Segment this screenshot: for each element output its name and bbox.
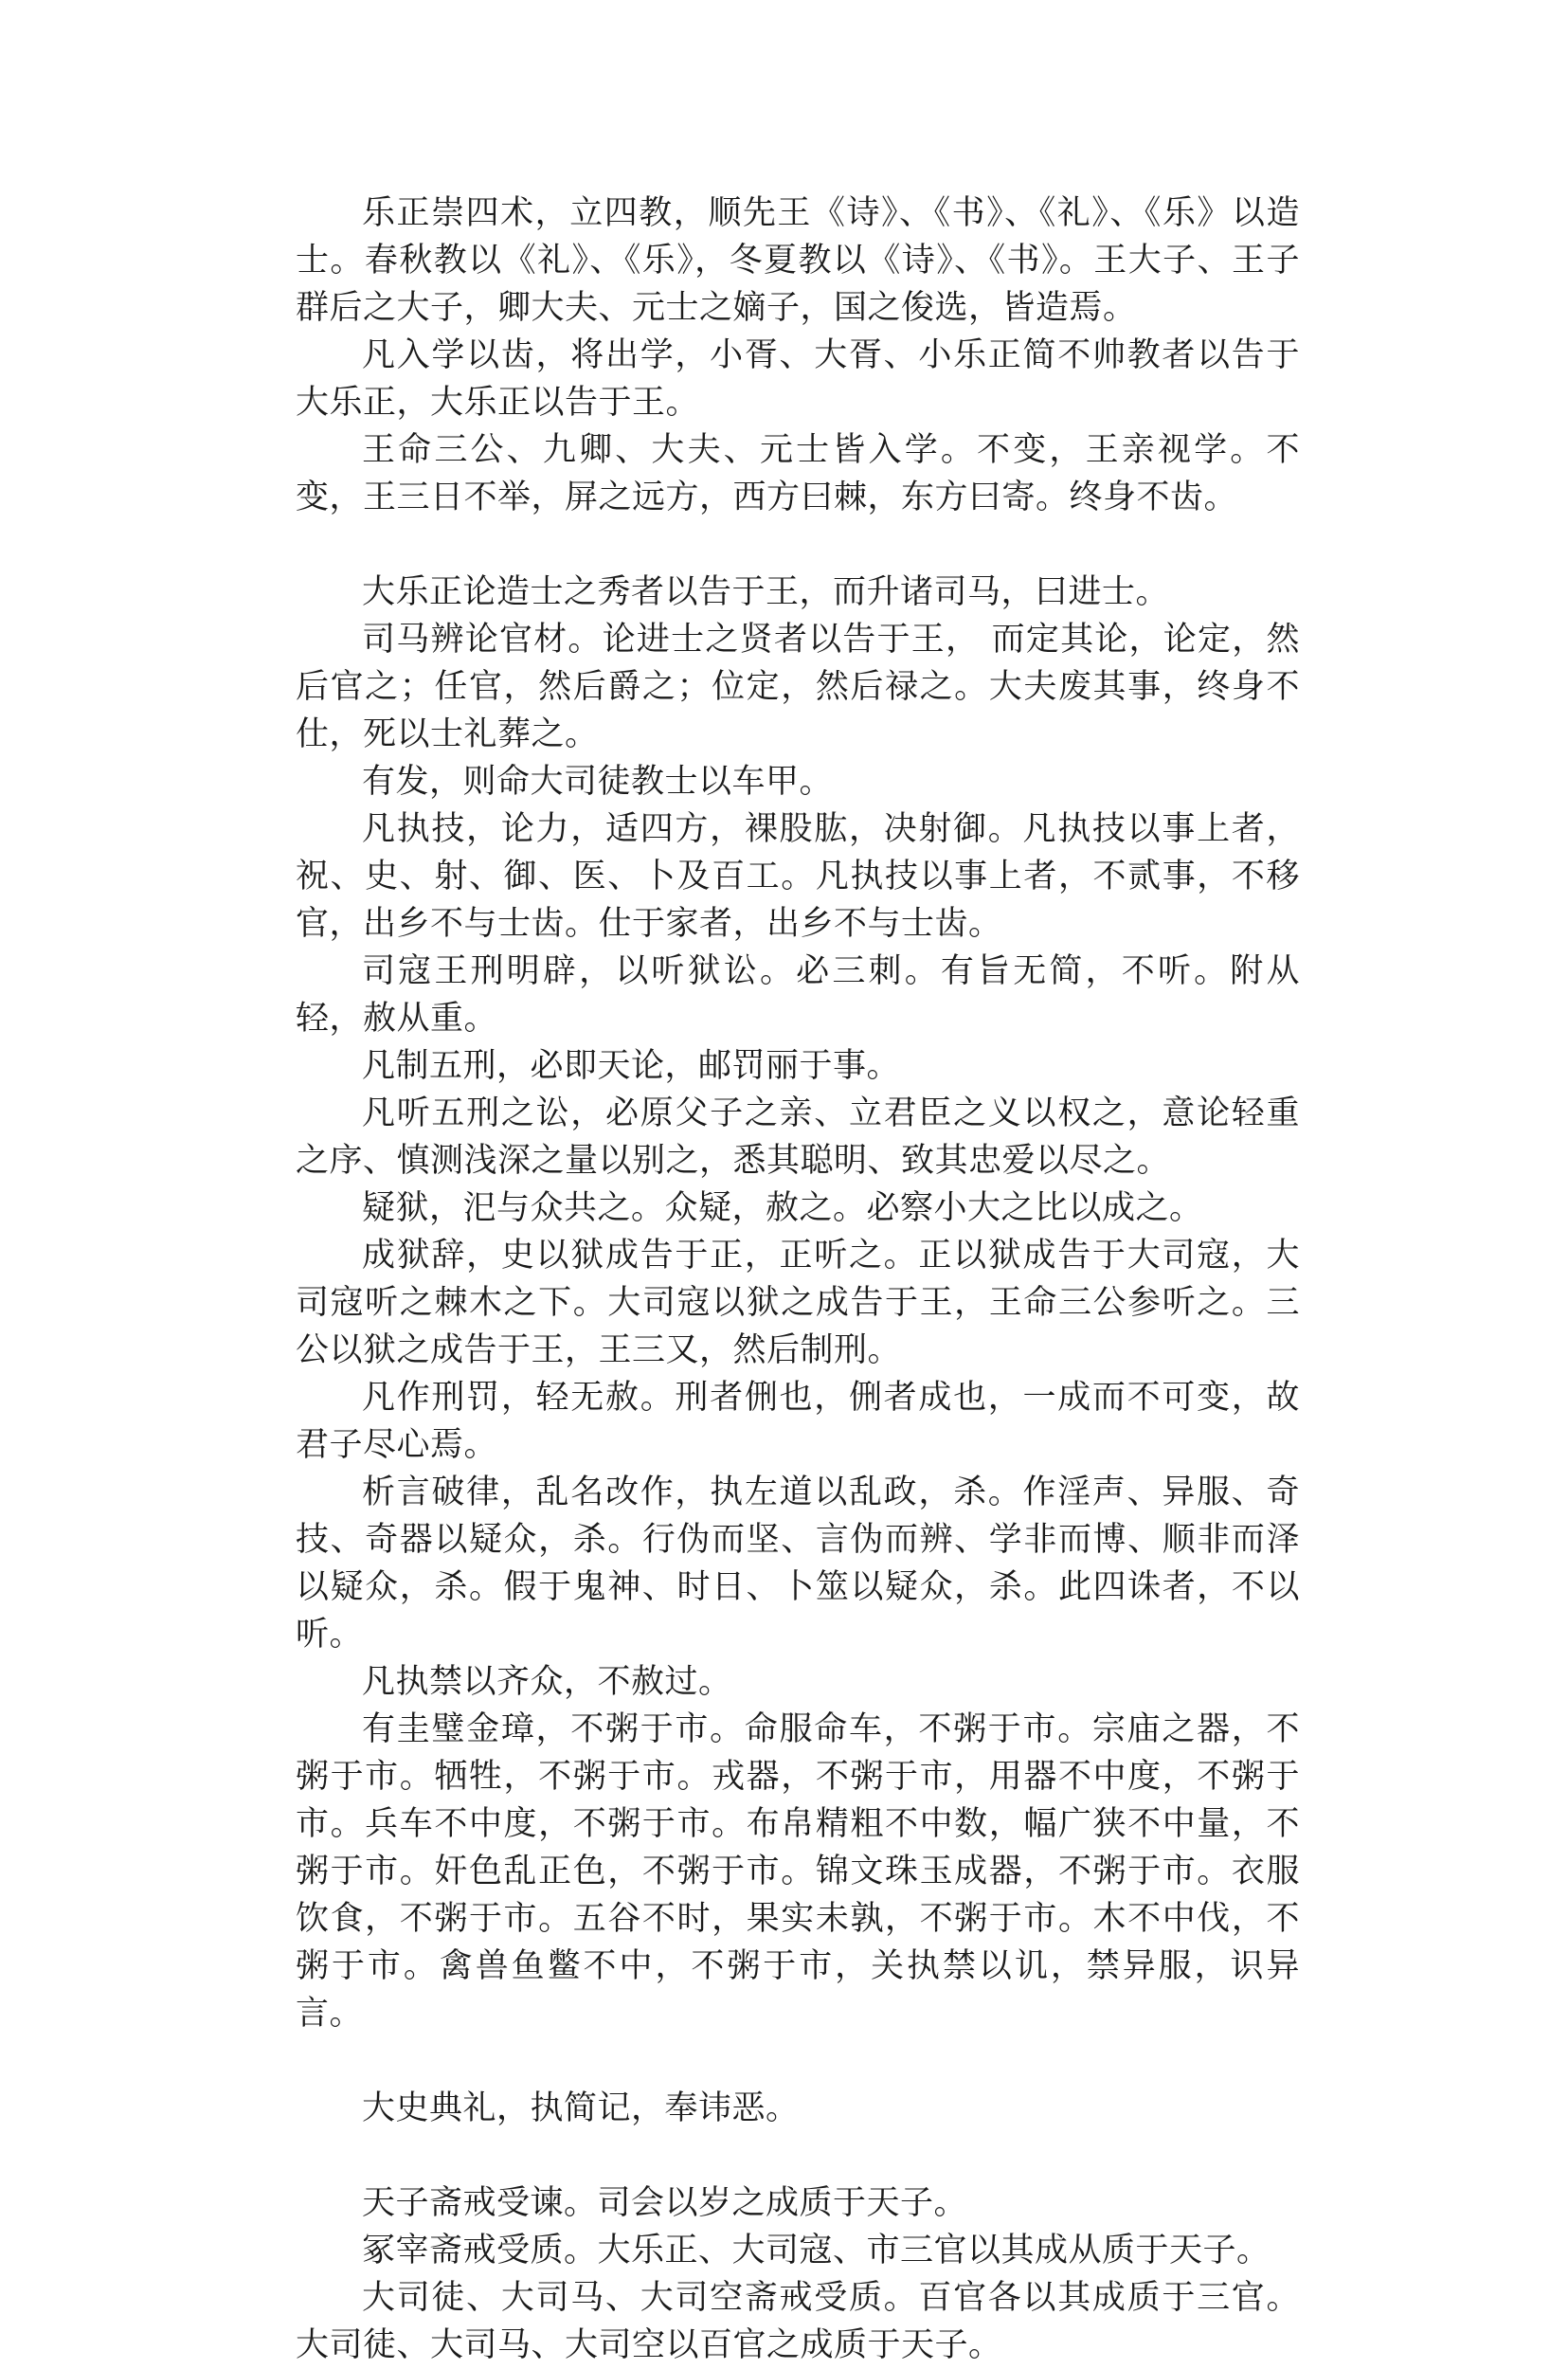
paragraph-4: 大乐正论造士之秀者以告于王，而升诸司马，曰进士。 (362, 573, 1170, 611)
paragraph-8: 司寇王刑明辟，以听狱讼。必三刺。有旨无简，不听。附从轻，赦从重。 (296, 952, 1300, 1038)
paragraph-15: 凡执禁以齐众，不赦过。 (362, 1663, 732, 1701)
paragraph-6: 有发，则命大司徒教士以车甲。 (362, 763, 834, 801)
paragraph-gap (296, 2132, 1300, 2179)
paragraph-12: 成狱辞，史以狱成告于正，正听之。正以狱成告于大司寇，大司寇听之棘木之下。大司寇以狱之成告于王，王命三公参听之。三公以狱之成告于王，王三又，然后制刑。 (296, 1237, 1300, 1369)
document-body (296, 190, 1300, 2369)
paragraph-9: 凡制五刑，必即天论，邮罚丽于事。 (362, 1047, 901, 1085)
paragraph-17: 大史典礼，执简记，奉讳恶。 (362, 2089, 800, 2127)
paragraph-18: 天子斋戒受谏。司会以岁之成质于天子。 (362, 2184, 968, 2222)
paragraph-3: 王命三公、九卿、大夫、元士皆入学。不变，王亲视学。不变，王三日不举，屏之远方，西方曰棘，东方曰寄。终身不齿。 (296, 431, 1300, 516)
paragraph-gap (296, 2037, 1300, 2085)
paragraph-2: 凡入学以齿，将出学，小胥、大胥、小乐正简不帅教者以告于大乐正，大乐正以告于王。 (296, 336, 1300, 422)
paragraph-1: 乐正崇四术，立四教，顺先王《诗》、《书》、《礼》、《乐》以造士。春秋教以《礼》、《乐》，冬夏教以《诗》、《书》。王大子、王子群后之大子，卿大夫、元士之嫡子，国之俊选，皆造焉。 (296, 194, 1300, 327)
paragraph-13: 凡作刑罚，轻无赦。刑者侀也，侀者成也，一成而不可变，故君子尽心焉。 (296, 1379, 1300, 1464)
paragraph-14: 析言破律，乱名改作，执左道以乱政，杀。作淫声、异服、奇技、奇器以疑众，杀。行伪而坚、言伪而辨、学非而博、顺非而泽以疑众，杀。假于鬼神、时日、卜筮以疑众，杀。此四诛者，不以听。 (296, 1474, 1300, 1654)
paragraph-7: 凡执技，论力，适四方，裸股肱，决射御。凡执技以事上者，祝、史、射、御、医、卜及百工。凡执技以事上者，不贰事，不移官，出乡不与士齿。仕于家者，出乡不与士齿。 (296, 810, 1300, 943)
paragraph-11: 疑狱，汜与众共之。众疑，赦之。必察小大之比以成之。 (362, 1189, 1203, 1227)
paragraph-5: 司马辨论官材。论进士之贤者以告于王， 而定其论，论定，然后官之；任官，然后爵之；位定，然后禄之。大夫废其事，终身不仕，死以士礼葬之。 (296, 621, 1300, 753)
paragraph-10: 凡听五刑之讼，必原父子之亲、立君臣之义以权之，意论轻重之序、慎测浅深之量以别之，悉其聪明、致其忠爱以尽之。 (296, 1094, 1300, 1180)
paragraph-gap (296, 521, 1300, 569)
paragraph-19: 冢宰斋戒受质。大乐正、大司寇、市三官以其成从质于天子。 (362, 2232, 1271, 2270)
paragraph-16: 有圭璧金璋，不粥于市。命服命车，不粥于市。宗庙之器，不粥于市。牺牲，不粥于市。戎器，不粥于市，用器不中度，不粥于市。兵车不中度，不粥于市。布帛精粗不中数，幅广狭不中量，不粥于市。奸色乱正色，不粥于市。锦文珠玉成器，不粥于市。衣服饮食，不粥于市。五谷不时，果实未孰，不粥于市。木不中伐，不粥于市。禽兽鱼鳖不中，不粥于市，关执禁以讥，禁异服，识异言。 (296, 1710, 1300, 2033)
paragraph-20: 大司徒、大司马、大司空斋戒受质。百官各以其成质于三官。大司徒、大司马、大司空以百官之成质于天子。 (296, 2279, 1300, 2364)
